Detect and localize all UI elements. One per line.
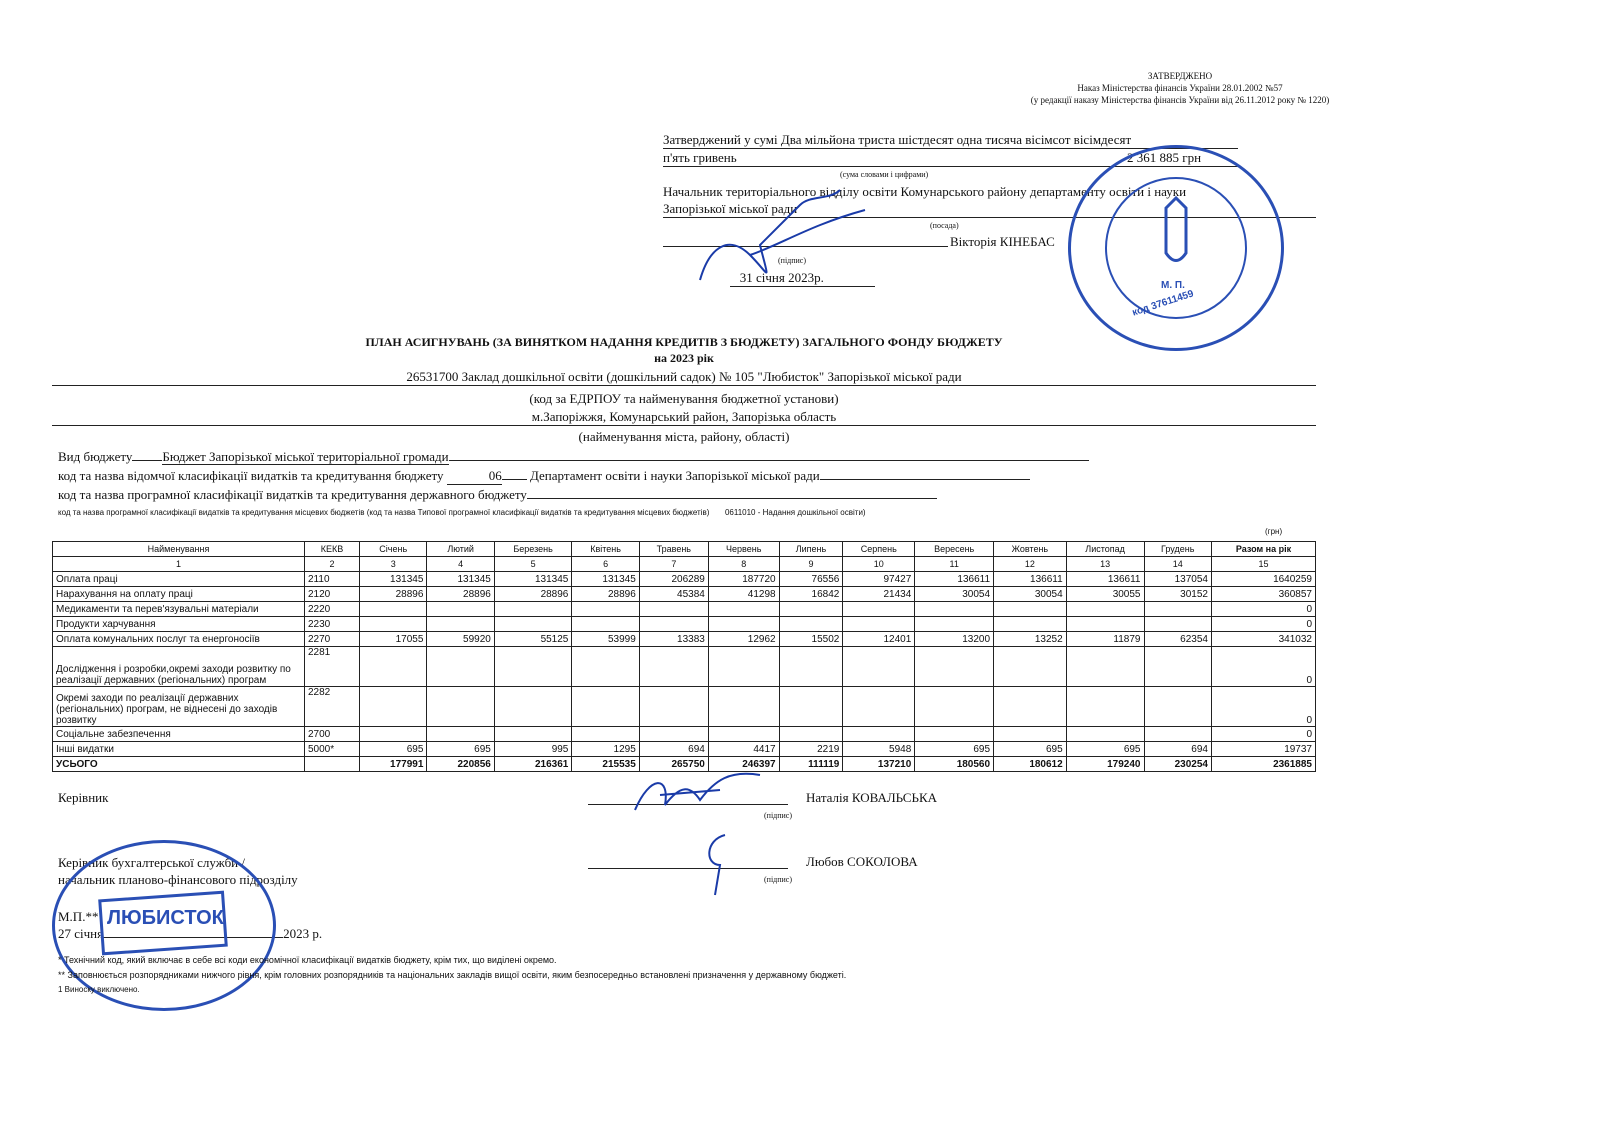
cell-value	[494, 647, 572, 687]
budget-dept-code: 06	[447, 468, 502, 485]
footnote-3: 1 Виноску виключено.	[58, 985, 140, 994]
cell-value	[360, 647, 427, 687]
cell-value	[779, 647, 843, 687]
column-number: 5	[494, 557, 572, 572]
cell-value: 13383	[639, 632, 708, 647]
cell-value: 17055	[360, 632, 427, 647]
cell-value	[1144, 727, 1211, 742]
cell-value: 1640259	[1211, 572, 1315, 587]
cell-value	[994, 617, 1067, 632]
column-number: 11	[915, 557, 994, 572]
cell-value: 216361	[494, 757, 572, 772]
cell-value	[639, 602, 708, 617]
approved-sum-caption: (сума словами і цифрами)	[840, 170, 929, 179]
cell-value	[843, 602, 915, 617]
cell-value: 0	[1211, 647, 1315, 687]
cell-value	[708, 617, 779, 632]
cell-value: 111119	[779, 757, 843, 772]
head-position-line2: Запорізької міської ради	[663, 201, 1316, 218]
row-name: Соціальне забезпечення	[53, 727, 305, 742]
row-kekv: 2220	[305, 602, 360, 617]
cell-value	[1066, 617, 1144, 632]
location-caption: (найменування міста, району, області)	[578, 429, 790, 444]
cell-value	[639, 617, 708, 632]
institution-name: 26531700 Заклад дошкільної освіти (дошкільний садок) № 105 "Любисток" Запорізької міської ради	[52, 369, 1316, 386]
table-row	[53, 587, 1316, 602]
head-sign-caption: (підпис)	[764, 811, 793, 820]
cell-value: 137054	[1144, 572, 1211, 587]
approved-sum-amount: 2 361 885 грн	[1127, 150, 1202, 165]
cell-value	[994, 647, 1067, 687]
cell-value	[1066, 687, 1144, 727]
row-kekv: 2281	[305, 647, 360, 687]
cell-value: 5948	[843, 742, 915, 757]
cell-value: 215535	[572, 757, 639, 772]
approval-line1: Наказ Міністерства фінансів України 28.01.2002 №57	[1077, 83, 1283, 93]
stamp-top-graphic	[1071, 148, 1281, 348]
row-kekv: 5000*	[305, 742, 360, 757]
column-number: 2	[305, 557, 360, 572]
accountant-name: Любов СОКОЛОВА	[806, 854, 918, 869]
column-number: 4	[427, 557, 494, 572]
currency-unit: (грн)	[1265, 527, 1283, 536]
column-number: 7	[639, 557, 708, 572]
column-header: Найменування	[53, 542, 305, 557]
table-row	[53, 602, 1316, 617]
cell-value: 15502	[779, 632, 843, 647]
allocation-table	[52, 541, 1316, 772]
head-signature-2	[630, 765, 770, 825]
institution-location: м.Запоріжжя, Комунарський район, Запорізька область	[52, 409, 1316, 426]
cell-value: 13252	[994, 632, 1067, 647]
cell-value: 137210	[843, 757, 915, 772]
cell-value	[779, 617, 843, 632]
cell-value	[994, 602, 1067, 617]
cell-value	[572, 687, 639, 727]
cell-value: 0	[1211, 727, 1315, 742]
cell-value	[427, 647, 494, 687]
cell-value	[360, 617, 427, 632]
cell-value: 28896	[360, 587, 427, 602]
approved-sum-line1: Затверджений у сумі Два мільйона триста шістдесят одна тисяча вісімсот вісімдесят	[663, 132, 1238, 149]
cell-value	[572, 727, 639, 742]
head-label: Керівник	[58, 790, 109, 805]
cell-value: 97427	[843, 572, 915, 587]
cell-value: 0	[1211, 602, 1315, 617]
cell-value: 341032	[1211, 632, 1315, 647]
cell-value	[915, 687, 994, 727]
column-header: КЕКВ	[305, 542, 360, 557]
cell-value	[779, 727, 843, 742]
budget-type-value: Бюджет Запорізької міської територіальної громади	[162, 449, 449, 464]
cell-value	[494, 727, 572, 742]
cell-value	[360, 602, 427, 617]
row-name: Окремі заходи по реалізації державних (регіональних) програм, не віднесені до заходів розвитку	[53, 687, 305, 727]
cell-value	[639, 727, 708, 742]
cell-value: 995	[494, 742, 572, 757]
approval-heading: ЗАТВЕРДЖЕНО	[1147, 71, 1213, 81]
row-name: Оплата праці	[53, 572, 305, 587]
cell-value	[427, 687, 494, 727]
cell-value	[915, 602, 994, 617]
cell-value: 206289	[639, 572, 708, 587]
accountant-sign-line	[588, 868, 788, 869]
cell-value	[843, 727, 915, 742]
cell-value	[915, 727, 994, 742]
cell-value: 21434	[843, 587, 915, 602]
cell-value	[1144, 617, 1211, 632]
column-header: Жовтень	[994, 542, 1067, 557]
column-header: Квітень	[572, 542, 639, 557]
stamp-top-mp: М. П.	[1161, 280, 1185, 291]
row-name: Продукти харчування	[53, 617, 305, 632]
table-row	[53, 572, 1316, 587]
cell-value: 131345	[572, 572, 639, 587]
cell-value	[1144, 687, 1211, 727]
cell-value	[639, 647, 708, 687]
cell-value: 220856	[427, 757, 494, 772]
stamp-bottom-center: ЛЮБИСТОК	[107, 907, 224, 929]
cell-value: 2361885	[1211, 757, 1315, 772]
row-name: Медикаменти та перев'язувальні матеріали	[53, 602, 305, 617]
budget-dept-value: Департамент освіти і науки Запорізької міської ради	[530, 468, 820, 483]
trident-icon	[1166, 198, 1186, 261]
cell-value: 30054	[915, 587, 994, 602]
cell-value	[427, 602, 494, 617]
cell-value	[1066, 647, 1144, 687]
row-name: Інші видатки	[53, 742, 305, 757]
row-kekv: 2120	[305, 587, 360, 602]
table-row	[53, 617, 1316, 632]
budget-dept-label: код та назва відомчої класифікації видатків та кредитування бюджету	[58, 468, 444, 483]
cell-value: 694	[1144, 742, 1211, 757]
cell-value: 180560	[915, 757, 994, 772]
cell-value	[494, 617, 572, 632]
cell-value: 19737	[1211, 742, 1315, 757]
bottom-date-year: 2023 р.	[283, 926, 323, 941]
cell-value: 76556	[779, 572, 843, 587]
column-header: Липень	[779, 542, 843, 557]
column-number: 15	[1211, 557, 1315, 572]
table-row	[53, 687, 1316, 727]
row-kekv: 2110	[305, 572, 360, 587]
bottom-date-day: 27 січня	[58, 926, 104, 941]
column-number: 1	[53, 557, 305, 572]
head-signature-caption: (підпис)	[778, 256, 807, 265]
accountant-label-2: начальник планово-фінансового підрозділу	[58, 872, 298, 887]
budget-local-label: код та назва програмної класифікації видатків та кредитування місцевих бюджетів (код та назва Типової програмної класифікації видатків та кредитування місцевих бюджетів)	[58, 508, 710, 517]
column-number: 8	[708, 557, 779, 572]
budget-local	[58, 508, 866, 517]
cell-value: 12962	[708, 632, 779, 647]
cell-value	[708, 647, 779, 687]
cell-value: 695	[360, 742, 427, 757]
table-row	[53, 742, 1316, 757]
cell-value	[843, 617, 915, 632]
cell-value: 11879	[1066, 632, 1144, 647]
column-header: Листопад	[1066, 542, 1144, 557]
cell-value: 30054	[994, 587, 1067, 602]
cell-value: 28896	[494, 587, 572, 602]
cell-value	[572, 617, 639, 632]
budget-dept	[58, 468, 1030, 485]
cell-value	[843, 687, 915, 727]
cell-value	[708, 687, 779, 727]
footnote-2: ** Заповнюється розпорядниками нижчого рівня, крім головних розпорядників та національних закладів вищої освіти, яким безпосередньо встановлені призначення у державному бюджеті.	[58, 970, 847, 980]
accountant-label-1: Керівник бухгалтерської служби /	[58, 855, 245, 870]
cell-value	[1144, 602, 1211, 617]
column-number: 3	[360, 557, 427, 572]
cell-value: 2219	[779, 742, 843, 757]
cell-value: 694	[639, 742, 708, 757]
cell-value: 30055	[1066, 587, 1144, 602]
row-name: Нарахування на оплату праці	[53, 587, 305, 602]
budget-type	[58, 449, 1089, 465]
column-header: Травень	[639, 542, 708, 557]
head-position-line1: Начальник територіального відділу освіти Комунарського району департаменту освіти і науки	[663, 184, 1187, 199]
stamp-top-code: код 37611459	[1130, 288, 1196, 319]
row-kekv: 2230	[305, 617, 360, 632]
cell-value	[708, 727, 779, 742]
cell-value: 180612	[994, 757, 1067, 772]
row-name: Дослідження і розробки,окремі заходи розвитку по реалізації державних (регіональних) програм	[53, 647, 305, 687]
column-number: 6	[572, 557, 639, 572]
cell-value	[427, 617, 494, 632]
cell-value: 55125	[494, 632, 572, 647]
cell-value	[427, 727, 494, 742]
cell-value: 0	[1211, 617, 1315, 632]
cell-value: 13200	[915, 632, 994, 647]
cell-value: 695	[427, 742, 494, 757]
cell-value: 136611	[1066, 572, 1144, 587]
cell-value: 136611	[994, 572, 1067, 587]
column-number: 13	[1066, 557, 1144, 572]
column-number: 9	[779, 557, 843, 572]
head-signer-name: Наталія КОВАЛЬСЬКА	[806, 790, 938, 805]
cell-value	[360, 727, 427, 742]
row-kekv: 2700	[305, 727, 360, 742]
cell-value: 16842	[779, 587, 843, 602]
plan-title: ПЛАН АСИГНУВАНЬ (ЗА ВИНЯТКОМ НАДАННЯ КРЕДИТІВ З БЮДЖЕТУ) ЗАГАЛЬНОГО ФОНДУ БЮДЖЕТУ	[365, 335, 1003, 349]
cell-value: 695	[994, 742, 1067, 757]
cell-value	[708, 602, 779, 617]
column-number: 12	[994, 557, 1067, 572]
cell-value	[994, 727, 1067, 742]
cell-value: 695	[1066, 742, 1144, 757]
cell-value	[915, 647, 994, 687]
cell-value	[843, 647, 915, 687]
column-header: Червень	[708, 542, 779, 557]
budget-program	[58, 487, 937, 503]
cell-value: 0	[1211, 687, 1315, 727]
column-header: Березень	[494, 542, 572, 557]
cell-value: 265750	[639, 757, 708, 772]
table-row	[53, 647, 1316, 687]
column-header: Вересень	[915, 542, 994, 557]
cell-value	[572, 602, 639, 617]
head-signature	[690, 185, 880, 295]
cell-value: 187720	[708, 572, 779, 587]
cell-value: 131345	[494, 572, 572, 587]
cell-value: 360857	[1211, 587, 1315, 602]
table-header-row	[53, 542, 1316, 557]
official-stamp-top	[1068, 145, 1284, 351]
column-header: Січень	[360, 542, 427, 557]
cell-value: 131345	[427, 572, 494, 587]
accountant-signature	[700, 830, 740, 900]
cell-value: 136611	[915, 572, 994, 587]
budget-type-label: Вид бюджету	[58, 449, 133, 464]
table-number-row	[53, 557, 1316, 572]
cell-value	[1144, 647, 1211, 687]
cell-value	[779, 687, 843, 727]
cell-value: 4417	[708, 742, 779, 757]
cell-value: 1295	[572, 742, 639, 757]
cell-value: 30152	[1144, 587, 1211, 602]
cell-value	[779, 602, 843, 617]
approval-block	[1030, 70, 1330, 106]
cell-value: 246397	[708, 757, 779, 772]
cell-value: 28896	[572, 587, 639, 602]
cell-value: 45384	[639, 587, 708, 602]
accountant-sign-caption: (підпис)	[764, 875, 793, 884]
budget-local-value: 0611010 - Надання дошкільної освіти)	[724, 508, 866, 517]
cell-value: 62354	[1144, 632, 1211, 647]
column-number: 14	[1144, 557, 1211, 572]
row-kekv	[305, 757, 360, 772]
cell-value: 41298	[708, 587, 779, 602]
row-kekv: 2282	[305, 687, 360, 727]
cell-value	[360, 687, 427, 727]
table-row	[53, 727, 1316, 742]
head-date-text: 31 січня 2023р.	[739, 270, 824, 285]
head-position-caption: (посада)	[930, 221, 959, 230]
row-name: Оплата комунальних послуг та енергоносіїв	[53, 632, 305, 647]
cell-value: 695	[915, 742, 994, 757]
cell-value: 28896	[427, 587, 494, 602]
cell-value	[915, 617, 994, 632]
column-header: Лютий	[427, 542, 494, 557]
footnote-1: * Технічний код, який включає в себе всі коди економічної класифікації видатків бюджету, крім тих, що виділені окремо.	[58, 955, 557, 965]
table-row	[53, 632, 1316, 647]
cell-value	[639, 687, 708, 727]
cell-value	[494, 687, 572, 727]
institution-caption: (код за ЕДРПОУ та найменування бюджетної установи)	[529, 391, 839, 406]
cell-value	[572, 647, 639, 687]
approval-line2: (у редакції наказу Міністерства фінансів України від 26.11.2012 року № 1220)	[1030, 95, 1330, 105]
cell-value	[1066, 727, 1144, 742]
row-name: УСЬОГО	[53, 757, 305, 772]
row-kekv: 2270	[305, 632, 360, 647]
column-number: 10	[843, 557, 915, 572]
cell-value: 59920	[427, 632, 494, 647]
cell-value: 53999	[572, 632, 639, 647]
cell-value	[1066, 602, 1144, 617]
column-header: Грудень	[1144, 542, 1211, 557]
cell-value: 179240	[1066, 757, 1144, 772]
cell-value	[994, 687, 1067, 727]
cell-value: 177991	[360, 757, 427, 772]
mp-label: М.П.**	[58, 909, 99, 924]
budget-program-label: код та назва програмної класифікації видатків та кредитування державного бюджету	[58, 487, 527, 502]
cell-value	[494, 602, 572, 617]
cell-value: 131345	[360, 572, 427, 587]
cell-value: 12401	[843, 632, 915, 647]
cell-value: 230254	[1144, 757, 1211, 772]
column-header: Серпень	[843, 542, 915, 557]
approved-sum-text2: п'ять гривень	[663, 150, 737, 165]
column-header: Разом на рік	[1211, 542, 1315, 557]
head-name: Вікторія КІНЕБАС	[950, 234, 1055, 249]
plan-year: на 2023 рік	[654, 351, 714, 365]
